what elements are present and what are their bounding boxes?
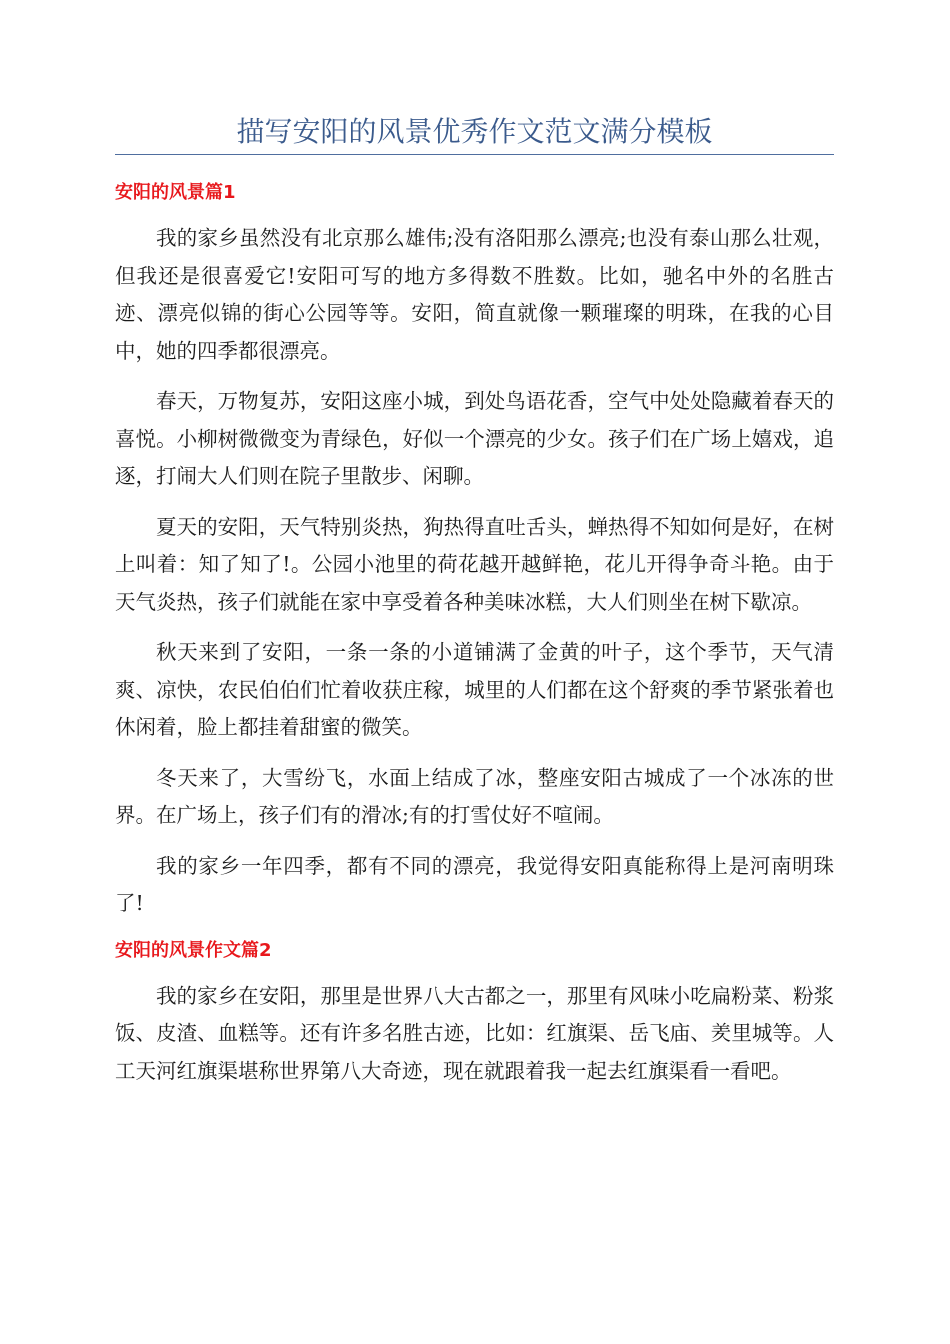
paragraph: 春天，万物复苏，安阳这座小城，到处鸟语花香，空气中处处隐藏着春天的喜悦。小柳树微微变为青绿色，好似一个漂亮的少女。孩子们在广场上嬉戏，追逐，打闹大人们则在院子里散步、闲聊。	[115, 389, 834, 488]
paragraph: 冬天来了，大雪纷飞，水面上结成了冰，整座安阳古城成了一个冰冻的世界。在广场上，孩子们有的滑冰;有的打雪仗好不喧闹。	[115, 765, 834, 827]
document-body	[115, 178, 834, 1103]
paragraph: 我的家乡虽然没有北京那么雄伟;没有洛阳那么漂亮;也没有泰山那么壮观，但我还是很喜爱它!安阳可写的地方多得数不胜数。比如，驰名中外的名胜古迹、漂亮似锦的街心公园等等。安阳，简直就像一颗璀璨的明珠，在我的心目中，她的四季都很漂亮。	[115, 226, 834, 363]
section-heading: 安阳的风景作文篇2	[115, 939, 272, 961]
paragraph: 夏天的安阳，天气特别炎热，狗热得直吐舌头，蝉热得不知如何是好，在树上叫着：知了知了!。公园小池里的荷花越开越鲜艳，花儿开得争奇斗艳。由于天气炎热，孩子们就能在家中享受着各种美味冰糕，大人们则坐在树下歇凉。	[115, 514, 834, 614]
paragraph: 秋天来到了安阳，一条一条的小道铺满了金黄的叶子，这个季节，天气清爽、凉快，农民伯伯们忙着收获庄稼，城里的人们都在这个舒爽的季节紧张着也休闲着，脸上都挂着甜蜜的微笑。	[115, 640, 834, 739]
paragraph: 我的家乡在安阳，那里是世界八大古都之一，那里有风味小吃扁粉菜、粉浆饭、皮渣、血糕等。还有许多名胜古迹，比如：红旗渠、岳飞庙、羑里城等。人工天河红旗渠堪称世界第八大奇迹，现在就跟着我一起去红旗渠看一看吧。	[115, 983, 834, 1083]
title-underline	[115, 154, 834, 155]
section-2	[115, 936, 834, 1091]
paragraph: 我的家乡一年四季，都有不同的漂亮，我觉得安阳真能称得上是河南明珠了!	[115, 853, 834, 915]
section-1	[115, 178, 834, 923]
section-heading: 安阳的风景篇1	[115, 182, 236, 203]
document-title: 描写安阳的风景优秀作文范文满分模板	[236, 115, 713, 148]
